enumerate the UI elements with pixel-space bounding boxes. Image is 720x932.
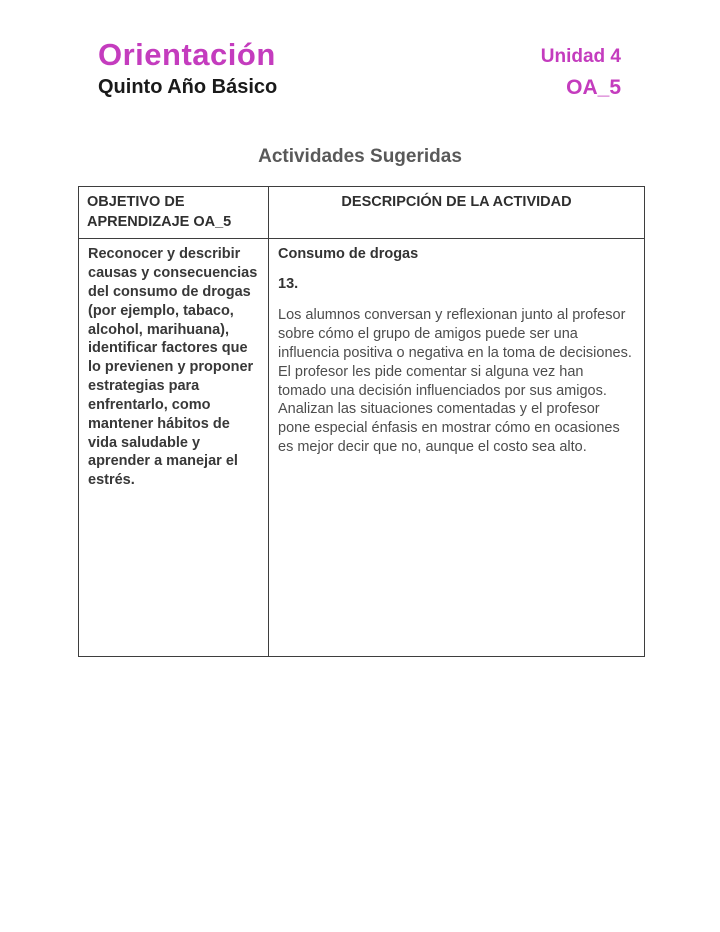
grade-subtitle: Quinto Año Básico xyxy=(98,76,278,99)
table-body-row xyxy=(79,239,645,657)
column-header-activity: DESCRIPCIÓN DE LA ACTIVIDAD xyxy=(269,187,645,239)
table-header-row xyxy=(79,187,645,239)
activity-description: Los alumnos conversan y reflexionan junto al profesor sobre cómo el grupo de amigos puede ser una influencia positiva o negativa en la toma de decisiones. El profesor les pide comentar si alguna vez han tomado una decisión influenciados por sus amigos. Analizan las situaciones comentadas y el profesor pone especial énfasis en mostrar cómo en ocasiones es mejor decir que no, aunque el costo sea alto. xyxy=(278,307,632,456)
subject-title: Orientación xyxy=(98,37,276,72)
document-header xyxy=(98,38,621,100)
activities-table xyxy=(78,186,645,657)
section-title: Actividades Sugeridas xyxy=(258,146,462,167)
activity-heading: Consumo de drogas xyxy=(278,246,419,263)
activity-cell xyxy=(269,239,645,657)
objective-cell xyxy=(79,239,269,657)
activity-number: 13. xyxy=(278,276,299,293)
header-right-block xyxy=(541,38,621,100)
objective-text: Reconocer y describir causas y consecuencias del consumo de drogas (por ejemplo, tabaco, alcohol, marihuana), identificar factores que lo previenen y proponer estrategias para enfrentarlo, como mantener hábitos de vida saludable y aprender a manejar el estrés. xyxy=(88,246,258,489)
header-left-block xyxy=(98,38,277,98)
column-header-objective: OBJETIVO DE APRENDIZAJE OA_5 xyxy=(79,187,269,239)
oa-code-label: OA_5 xyxy=(566,75,621,99)
unit-label: Unidad 4 xyxy=(540,46,621,67)
